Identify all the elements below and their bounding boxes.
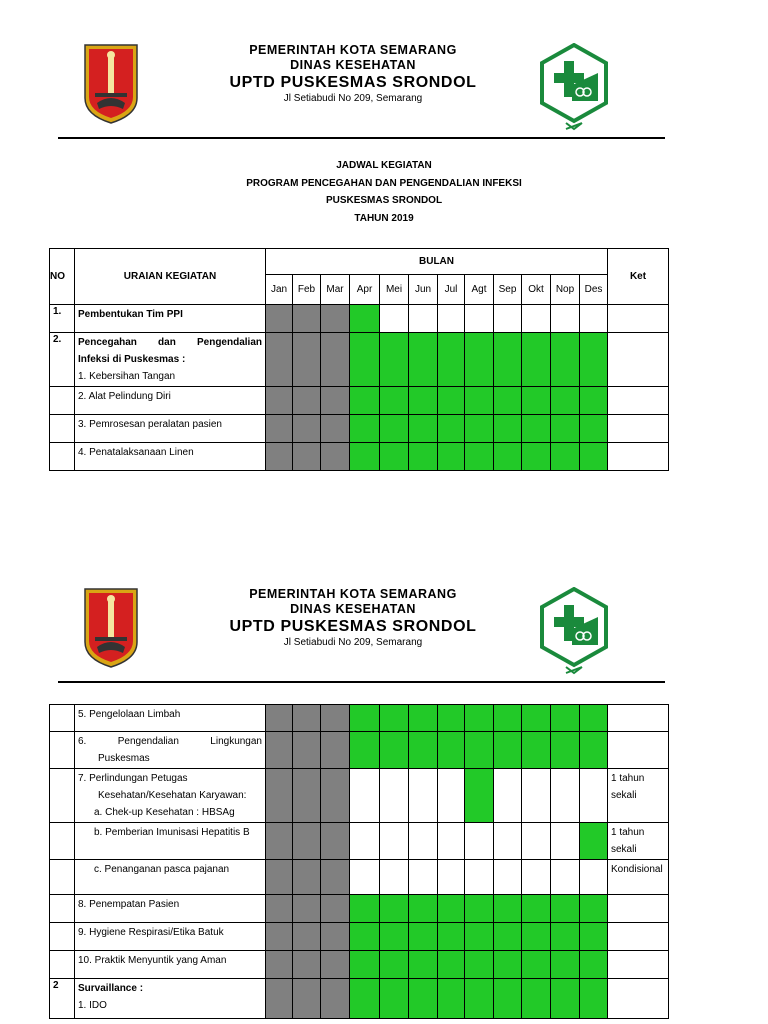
row-number (50, 823, 75, 860)
month-cell-des (580, 387, 608, 415)
description-line: 3. Pemrosesan peralatan pasien (78, 419, 222, 430)
month-cell-apr (350, 769, 380, 823)
header-line-2: DINAS KESEHATAN (290, 602, 416, 616)
month-cell-nop (551, 415, 580, 443)
month-cell-jan (266, 951, 293, 979)
month-cell-agt (465, 923, 494, 951)
row-description (75, 443, 266, 471)
month-cell-sep (494, 333, 522, 387)
month-cell-feb (293, 823, 321, 860)
month-header-mar: Mar (321, 275, 350, 305)
month-cell-jul (438, 979, 465, 1019)
month-cell-agt (465, 333, 494, 387)
row-description (75, 951, 266, 979)
month-cell-apr (350, 823, 380, 860)
row-ket (608, 979, 669, 1019)
description-line: 6. Pengendalian Lingkungan (78, 736, 262, 747)
month-cell-okt (522, 769, 551, 823)
month-cell-jul (438, 860, 465, 895)
month-cell-mei (380, 979, 409, 1019)
row-ket (608, 951, 669, 979)
month-cell-mei (380, 860, 409, 895)
month-cell-agt (465, 305, 494, 333)
month-cell-jul (438, 387, 465, 415)
month-cell-okt (522, 860, 551, 895)
month-cell-sep (494, 387, 522, 415)
month-cell-okt (522, 705, 551, 732)
month-cell-feb (293, 860, 321, 895)
month-cell-apr (350, 923, 380, 951)
month-cell-mar (321, 305, 350, 333)
description-line: Infeksi di Puskesmas : (78, 354, 186, 365)
row-ket: Kondisional (608, 860, 669, 895)
month-cell-sep (494, 705, 522, 732)
month-cell-des (580, 860, 608, 895)
month-cell-sep (494, 415, 522, 443)
month-cell-mei (380, 305, 409, 333)
description-line: Pencegahan dan Pengendalian (78, 337, 262, 348)
description-line: 9. Hygiene Respirasi/Etika Batuk (78, 927, 224, 938)
month-header-nop: Nop (551, 275, 580, 305)
row-description (75, 705, 266, 732)
month-cell-jul (438, 333, 465, 387)
row-description (75, 860, 266, 895)
month-header-jul: Jul (438, 275, 465, 305)
month-cell-mei (380, 705, 409, 732)
month-cell-nop (551, 979, 580, 1019)
month-cell-nop (551, 387, 580, 415)
title-2: PROGRAM PENCEGAHAN DAN PENGENDALIAN INFEKSI (246, 177, 522, 189)
month-cell-feb (293, 387, 321, 415)
month-cell-jan (266, 860, 293, 895)
row-number (50, 387, 75, 415)
table-row (50, 387, 669, 415)
month-cell-mei (380, 823, 409, 860)
month-cell-sep (494, 823, 522, 860)
row-description (75, 305, 266, 333)
city-crest-icon (83, 587, 139, 669)
month-cell-jun (409, 895, 438, 923)
month-cell-feb (293, 951, 321, 979)
month-cell-apr (350, 387, 380, 415)
description-line: 2. Alat Pelindung Diri (78, 391, 171, 402)
row-ket (608, 387, 669, 415)
month-cell-mar (321, 860, 350, 895)
month-cell-okt (522, 387, 551, 415)
month-cell-nop (551, 895, 580, 923)
month-cell-mei (380, 443, 409, 471)
table-row (50, 923, 669, 951)
row-ket: 1 tahun sekali (608, 823, 669, 860)
month-cell-apr (350, 333, 380, 387)
month-header-okt: Okt (522, 275, 551, 305)
month-cell-sep (494, 443, 522, 471)
row-number (50, 415, 75, 443)
month-cell-jun (409, 305, 438, 333)
month-cell-jul (438, 823, 465, 860)
title-1: JADWAL KEGIATAN (336, 160, 432, 171)
month-cell-agt (465, 415, 494, 443)
letterhead-2 (0, 587, 768, 687)
month-cell-jan (266, 895, 293, 923)
schedule-table-2 (49, 704, 669, 1019)
month-cell-jan (266, 443, 293, 471)
month-cell-jun (409, 951, 438, 979)
month-cell-sep (494, 951, 522, 979)
month-cell-nop (551, 951, 580, 979)
description-line: b. Pemberian Imunisasi Hepatitis B (94, 827, 250, 838)
month-cell-mei (380, 415, 409, 443)
col-uraian-header: URAIAN KEGIATAN (75, 249, 266, 305)
month-cell-feb (293, 705, 321, 732)
table-row (50, 951, 669, 979)
row-ket: 1 tahun sekali (608, 769, 669, 823)
table-row (50, 305, 669, 333)
month-cell-jan (266, 823, 293, 860)
table-row (50, 333, 669, 387)
month-cell-jan (266, 705, 293, 732)
month-cell-okt (522, 895, 551, 923)
row-number: 1. (50, 305, 75, 333)
table-row (50, 860, 669, 895)
month-header-des: Des (580, 275, 608, 305)
month-cell-jul (438, 895, 465, 923)
month-cell-jun (409, 769, 438, 823)
row-ket (608, 415, 669, 443)
month-cell-jul (438, 415, 465, 443)
month-cell-des (580, 732, 608, 769)
month-cell-okt (522, 415, 551, 443)
month-cell-agt (465, 705, 494, 732)
month-cell-jul (438, 769, 465, 823)
month-cell-des (580, 769, 608, 823)
row-number (50, 895, 75, 923)
month-cell-apr (350, 895, 380, 923)
month-header-jun: Jun (409, 275, 438, 305)
month-cell-nop (551, 305, 580, 333)
description-line: 1. IDO (78, 1000, 107, 1011)
month-cell-jan (266, 333, 293, 387)
month-cell-agt (465, 860, 494, 895)
month-cell-nop (551, 732, 580, 769)
row-description (75, 333, 266, 387)
month-cell-jan (266, 923, 293, 951)
month-cell-apr (350, 443, 380, 471)
description-line: c. Penanganan pasca pajanan (94, 864, 230, 875)
month-cell-nop (551, 443, 580, 471)
month-cell-jun (409, 443, 438, 471)
month-header-jan: Jan (266, 275, 293, 305)
col-no-header: NO (50, 249, 75, 305)
row-ket (608, 305, 669, 333)
month-cell-jan (266, 387, 293, 415)
month-cell-des (580, 923, 608, 951)
month-cell-nop (551, 333, 580, 387)
month-cell-jan (266, 979, 293, 1019)
month-cell-mar (321, 415, 350, 443)
row-number (50, 443, 75, 471)
month-cell-jul (438, 305, 465, 333)
month-cell-des (580, 305, 608, 333)
letterhead-1 (0, 43, 768, 143)
month-cell-sep (494, 305, 522, 333)
month-cell-okt (522, 333, 551, 387)
month-cell-agt (465, 979, 494, 1019)
month-cell-feb (293, 923, 321, 951)
month-cell-feb (293, 305, 321, 333)
table-row (50, 415, 669, 443)
month-cell-jun (409, 705, 438, 732)
description-line: Pembentukan Tim PPI (78, 309, 183, 320)
row-number: 2 (50, 979, 75, 1019)
month-cell-jun (409, 923, 438, 951)
month-cell-jan (266, 732, 293, 769)
month-header-mei: Mei (380, 275, 409, 305)
header-line-1: PEMERINTAH KOTA SEMARANG (249, 587, 457, 601)
month-cell-nop (551, 860, 580, 895)
month-cell-sep (494, 769, 522, 823)
month-cell-jun (409, 860, 438, 895)
title-3: PUSKESMAS SRONDOL (325, 195, 443, 206)
month-cell-mar (321, 951, 350, 979)
month-cell-mar (321, 823, 350, 860)
description-line: 5. Pengelolaan Limbah (78, 709, 181, 720)
month-cell-nop (551, 705, 580, 732)
month-cell-jul (438, 732, 465, 769)
month-cell-des (580, 979, 608, 1019)
table-row (50, 769, 669, 823)
month-cell-des (580, 415, 608, 443)
month-cell-sep (494, 732, 522, 769)
header-line-1: PEMERINTAH KOTA SEMARANG (249, 43, 457, 57)
month-cell-agt (465, 823, 494, 860)
table-row (50, 732, 669, 769)
table-row (50, 823, 669, 860)
month-cell-okt (522, 823, 551, 860)
header-address: Jl Setiabudi No 209, Semarang (283, 637, 423, 648)
header-line-2: DINAS KESEHATAN (290, 58, 416, 72)
month-cell-mei (380, 951, 409, 979)
month-cell-okt (522, 443, 551, 471)
month-cell-jul (438, 705, 465, 732)
row-number (50, 951, 75, 979)
month-cell-agt (465, 895, 494, 923)
month-cell-feb (293, 415, 321, 443)
row-number (50, 732, 75, 769)
month-cell-feb (293, 732, 321, 769)
row-description (75, 769, 266, 823)
month-cell-jul (438, 951, 465, 979)
month-cell-feb (293, 979, 321, 1019)
month-header-agt: Agt (465, 275, 494, 305)
month-cell-des (580, 823, 608, 860)
month-cell-mar (321, 705, 350, 732)
month-cell-apr (350, 705, 380, 732)
month-cell-apr (350, 951, 380, 979)
month-cell-nop (551, 823, 580, 860)
description-line: 7. Perlindungan Petugas (78, 773, 188, 784)
row-number (50, 769, 75, 823)
row-ket (608, 923, 669, 951)
description-line: a. Chek-up Kesehatan : HBSAg (94, 807, 235, 818)
description-line: 10. Praktik Menyuntik yang Aman (78, 955, 227, 966)
month-cell-okt (522, 979, 551, 1019)
row-description (75, 387, 266, 415)
city-crest-icon (83, 43, 139, 125)
month-cell-mei (380, 333, 409, 387)
month-cell-okt (522, 305, 551, 333)
month-cell-sep (494, 860, 522, 895)
row-description (75, 415, 266, 443)
row-ket (608, 732, 669, 769)
month-cell-mar (321, 732, 350, 769)
col-ket-header: Ket (608, 249, 669, 305)
month-cell-jun (409, 732, 438, 769)
month-cell-jun (409, 979, 438, 1019)
month-cell-jun (409, 333, 438, 387)
month-cell-jul (438, 443, 465, 471)
month-cell-nop (551, 769, 580, 823)
month-cell-mar (321, 895, 350, 923)
month-cell-des (580, 951, 608, 979)
month-cell-jan (266, 415, 293, 443)
month-cell-mei (380, 769, 409, 823)
month-cell-mar (321, 443, 350, 471)
row-description (75, 979, 266, 1019)
month-header-sep: Sep (494, 275, 522, 305)
description-line: Kesehatan/Kesehatan Karyawan: (98, 790, 247, 801)
month-cell-mei (380, 732, 409, 769)
month-cell-des (580, 705, 608, 732)
month-cell-okt (522, 923, 551, 951)
header-line-3: UPTD PUSKESMAS SRONDOL (229, 618, 477, 635)
table-row (50, 705, 669, 732)
month-cell-apr (350, 732, 380, 769)
row-ket (608, 443, 669, 471)
month-cell-mar (321, 769, 350, 823)
header-rule-2 (58, 681, 665, 683)
description-line: Puskesmas (98, 753, 150, 764)
description-line: 4. Penatalaksanaan Linen (78, 447, 194, 458)
month-cell-mar (321, 923, 350, 951)
month-cell-jun (409, 387, 438, 415)
month-cell-des (580, 895, 608, 923)
month-cell-feb (293, 443, 321, 471)
row-description (75, 732, 266, 769)
month-cell-mei (380, 923, 409, 951)
month-cell-jul (438, 923, 465, 951)
month-cell-mar (321, 387, 350, 415)
month-cell-des (580, 333, 608, 387)
month-cell-mei (380, 895, 409, 923)
header-line-3: UPTD PUSKESMAS SRONDOL (229, 74, 477, 91)
row-number (50, 923, 75, 951)
puskesmas-logo-icon (540, 587, 608, 675)
month-cell-sep (494, 923, 522, 951)
month-cell-feb (293, 895, 321, 923)
row-ket (608, 705, 669, 732)
row-description (75, 895, 266, 923)
row-number: 2. (50, 333, 75, 387)
month-cell-agt (465, 732, 494, 769)
row-description (75, 823, 266, 860)
month-cell-okt (522, 732, 551, 769)
month-cell-jan (266, 769, 293, 823)
description-line: 1. Kebersihan Tangan (78, 371, 176, 382)
month-cell-agt (465, 769, 494, 823)
description-line: 8. Penempatan Pasien (78, 899, 180, 910)
month-cell-mar (321, 333, 350, 387)
month-cell-apr (350, 305, 380, 333)
header-rule-1 (58, 137, 665, 139)
month-cell-apr (350, 860, 380, 895)
puskesmas-logo-icon (540, 43, 608, 131)
month-cell-jan (266, 305, 293, 333)
table-row (50, 979, 669, 1019)
month-cell-jun (409, 823, 438, 860)
title-4: TAHUN 2019 (354, 212, 414, 224)
month-cell-mei (380, 387, 409, 415)
row-number (50, 860, 75, 895)
month-cell-feb (293, 333, 321, 387)
header-address: Jl Setiabudi No 209, Semarang (283, 93, 423, 104)
table-row (50, 895, 669, 923)
row-ket (608, 895, 669, 923)
description-line: Survaillance : (78, 983, 144, 994)
row-ket (608, 333, 669, 387)
month-cell-des (580, 443, 608, 471)
document-titles (0, 157, 768, 227)
month-cell-mar (321, 979, 350, 1019)
row-description (75, 923, 266, 951)
month-cell-agt (465, 387, 494, 415)
row-number (50, 705, 75, 732)
month-cell-apr (350, 415, 380, 443)
month-cell-nop (551, 923, 580, 951)
month-cell-sep (494, 979, 522, 1019)
month-cell-jun (409, 415, 438, 443)
col-bulan-header: BULAN (266, 249, 608, 275)
month-header-apr: Apr (350, 275, 380, 305)
table-row (50, 443, 669, 471)
month-cell-agt (465, 951, 494, 979)
month-cell-okt (522, 951, 551, 979)
month-cell-sep (494, 895, 522, 923)
month-cell-agt (465, 443, 494, 471)
schedule-table-1 (49, 248, 669, 471)
month-header-feb: Feb (293, 275, 321, 305)
month-cell-apr (350, 979, 380, 1019)
month-cell-feb (293, 769, 321, 823)
